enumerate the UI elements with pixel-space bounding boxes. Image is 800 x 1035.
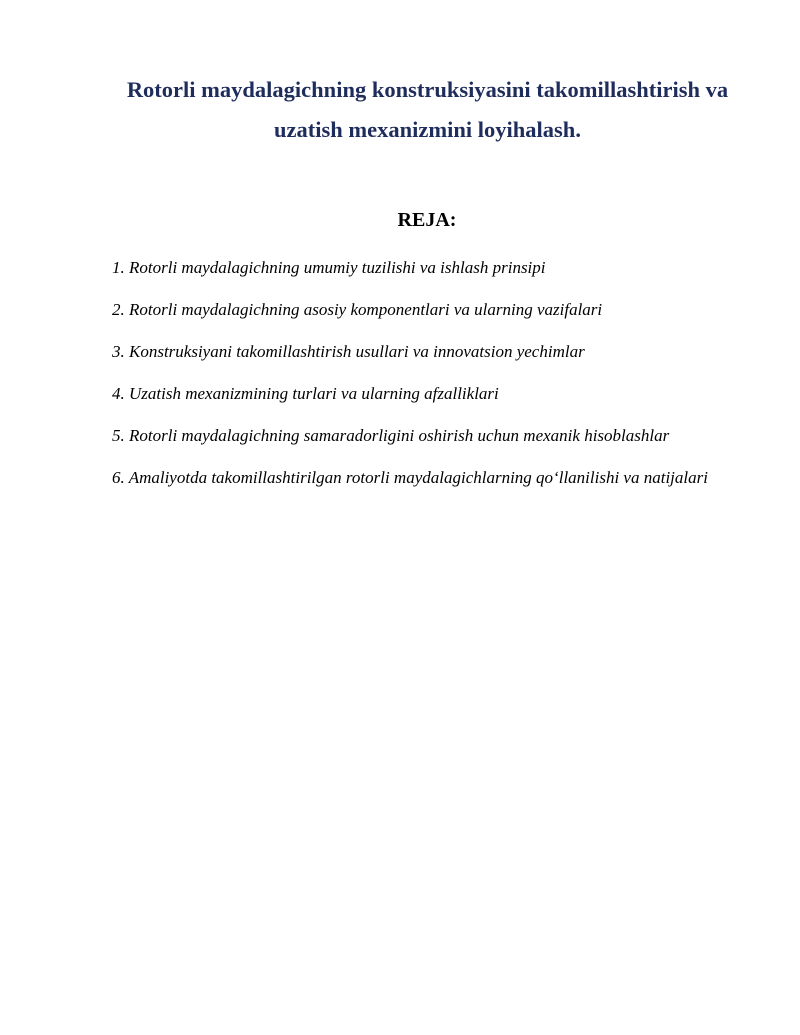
plan-list: [112, 253, 742, 505]
plan-item: 1. Rotorli maydalagichning umumiy tuzilishi va ishlash prinsipi: [112, 258, 546, 277]
plan-item: 2. Rotorli maydalagichning asosiy komponentlari va ularning vazifalari: [112, 300, 603, 319]
title-line-1: Rotorli maydalagichning konstruksiyasini takomillashtirish va: [126, 77, 729, 102]
plan-item: 6. Amaliyotda takomillashtirilgan rotorli maydalagichlarning qo‘llanilishi va natijalari: [112, 468, 708, 487]
plan-item: 3. Konstruksiyani takomillashtirish usullari va innovatsion yechimlar: [112, 342, 585, 361]
title-line-2: uzatish mexanizmini loyihalash.: [274, 117, 581, 142]
plan-item: 5. Rotorli maydalagichning samaradorligini oshirish uchun mexanik hisoblashlar: [112, 426, 670, 445]
plan-heading: REJA:: [397, 209, 457, 231]
plan-item: 4. Uzatish mexanizmining turlari va ularning afzalliklari: [112, 384, 499, 403]
document-title: [100, 70, 755, 150]
